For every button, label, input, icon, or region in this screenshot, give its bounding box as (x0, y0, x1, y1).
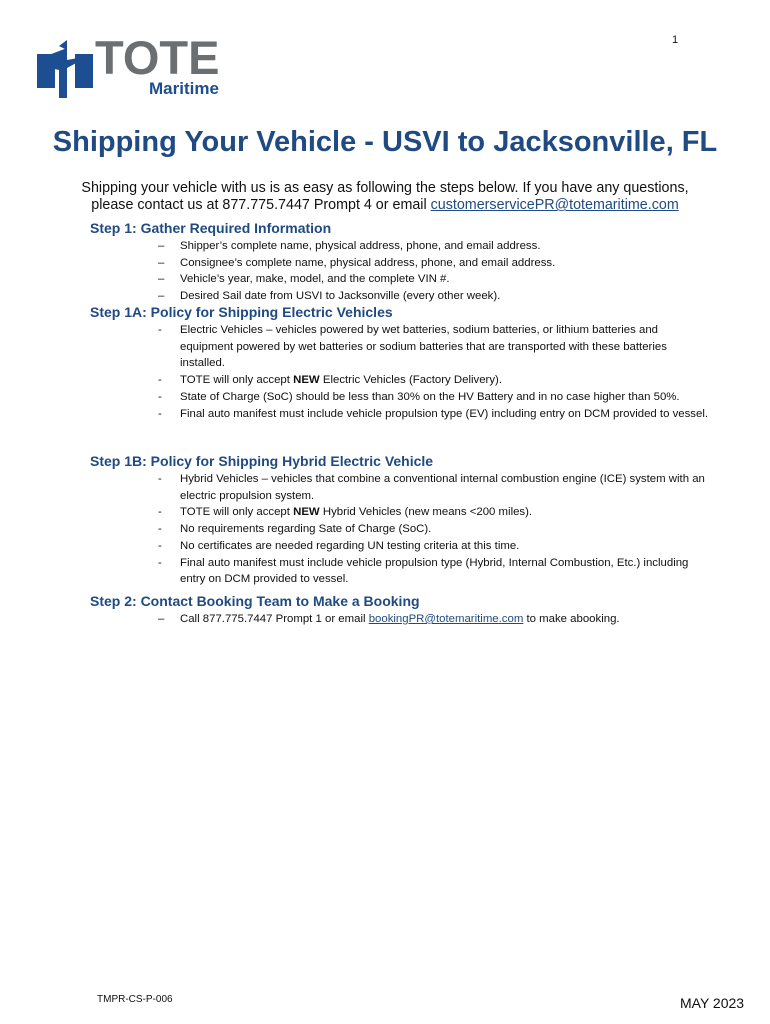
document-code: TMPR-CS-P-006 (97, 994, 173, 1005)
step2-text-end: to make abooking. (523, 613, 620, 625)
step1a-list (90, 322, 710, 422)
page-title: Shipping Your Vehicle - USVI to Jacksonville, FL (52, 126, 718, 158)
list-item (90, 555, 710, 588)
list-item-text: Electric Vehicles (Factory Delivery). (319, 374, 502, 387)
list-item-text: State of Charge (SoC) should be less than 30% on the HV Battery and in no case higher than 50%. (180, 390, 680, 403)
list-item-text: TOTE will only accept (180, 374, 294, 387)
list-item-text: Vehicle’s year, make, model, and the complete VIN #. (180, 273, 450, 286)
list-item (90, 538, 710, 555)
document-date: MAY 2023 (680, 995, 745, 1011)
list-bullet: - (158, 506, 162, 519)
list-bullet: - (158, 374, 162, 387)
step1b-heading: Step 1B: Policy for Shipping Hybrid Electric Vehicle (90, 453, 434, 469)
list-item-text: Desired Sail date from USVI to Jacksonville (every other week). (180, 290, 501, 303)
list-bullet: - (158, 473, 162, 485)
step1-section (90, 219, 710, 305)
intro-line-2-text: please contact us at 877.775.7447 Prompt 4 or email (91, 197, 431, 213)
list-item (90, 322, 710, 372)
list-item-text: Consignee’s complete name, physical address, phone, and email address. (180, 256, 556, 269)
logo-wordmark: TOTE (95, 31, 220, 84)
list-bullet: - (158, 556, 162, 569)
emphasis-text: NEW (293, 374, 320, 387)
list-bullet: – (158, 256, 165, 269)
list-bullet: - (158, 539, 162, 552)
tote-bird-icon (37, 38, 93, 100)
page-number: 1 (672, 34, 679, 46)
list-item (90, 471, 710, 504)
step1a-section (90, 303, 710, 422)
booking-email-link[interactable]: bookingPR@totemaritime.com (368, 613, 524, 625)
list-item-text: Final auto manifest must include vehicle propulsion type (Hybrid, Internal Combustion, Etc.) including entry on DCM provided to vessel. (180, 556, 689, 586)
logo-subtitle: Maritime (149, 79, 219, 98)
customer-service-email-link[interactable]: customerservicePR@totemaritime.com (430, 197, 679, 213)
list-item-text: Shipper’s complete name, physical address, phone, and email address. (180, 240, 541, 252)
intro-paragraph (40, 180, 730, 214)
list-item-text: TOTE will only accept (180, 506, 294, 519)
list-item (90, 372, 710, 389)
list-item (90, 255, 710, 272)
list-item-text: Final auto manifest must include vehicle propulsion type (EV) including entry on DCM provided to vessel. (180, 407, 709, 420)
emphasis-text: NEW (293, 506, 320, 519)
step1b-section (90, 452, 710, 588)
list-bullet: – (158, 273, 165, 286)
step2-heading: Step 2: Contact Booking Team to Make a Booking (90, 593, 420, 609)
step2-list (90, 611, 710, 628)
list-item (90, 406, 710, 423)
list-bullet: - (158, 523, 162, 536)
list-item (90, 238, 710, 255)
list-bullet: - (158, 407, 162, 420)
list-item-text: No certificates are needed regarding UN testing criteria at this time. (180, 539, 520, 552)
step2-text: Call 877.775.7447 Prompt 1 or email (180, 613, 369, 625)
list-item (90, 271, 710, 288)
list-item (90, 504, 710, 521)
list-item (90, 611, 710, 628)
list-item-text: Hybrid Vehicles – vehicles that combine a conventional internal combustion engine (ICE) system with an electric propulsion system. (180, 473, 705, 502)
intro-line-1: Shipping your vehicle with us is as easy as following the steps below. If you have any questions, (81, 180, 689, 196)
list-bullet: - (158, 390, 162, 403)
step1-heading: Step 1: Gather Required Information (90, 220, 332, 236)
list-bullet: - (158, 324, 162, 336)
list-bullet: – (158, 240, 165, 252)
step1a-heading: Step 1A: Policy for Shipping Electric Vehicles (90, 304, 393, 320)
step2-section (90, 592, 710, 628)
list-item (90, 389, 710, 406)
list-item (90, 521, 710, 538)
list-bullet: – (158, 613, 165, 625)
step1b-list (90, 471, 710, 588)
tote-logo (37, 31, 232, 100)
list-item-text: Hybrid Vehicles (new means <200 miles). (319, 506, 533, 519)
list-bullet: – (158, 290, 165, 303)
intro-line-2 (40, 197, 730, 214)
list-item-text: No requirements regarding Sate of Charge (SoC). (180, 523, 432, 536)
step1-list (90, 238, 710, 305)
list-item-text: Electric Vehicles – vehicles powered by wet batteries, sodium batteries, or lithium batteries and equipment powered by wet batteries or sodium batteries that are transported with these batteries installed. (180, 324, 667, 370)
